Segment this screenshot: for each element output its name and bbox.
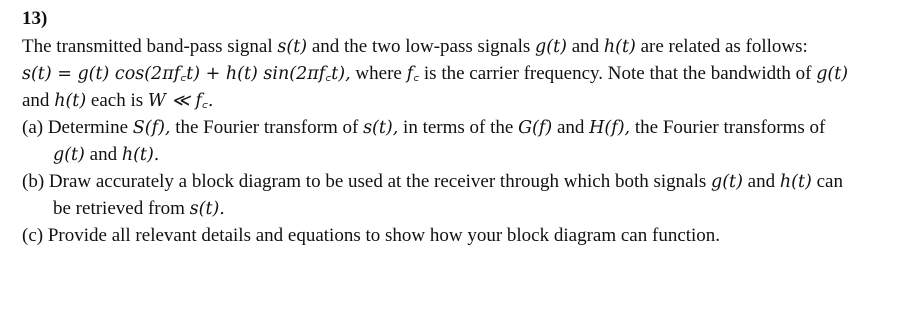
math-h-t: h(t). xyxy=(121,145,160,165)
text: (a) Determine xyxy=(22,117,133,138)
part-b-line-2 xyxy=(22,195,906,222)
text: the Fourier transform of xyxy=(170,117,364,138)
text: and xyxy=(566,36,604,57)
math-g-t: g(t) xyxy=(711,172,743,192)
part-a-line-2 xyxy=(22,141,906,168)
signal-equation: s(t) = g(t) cos(2πf꜀t) + h(t) sin(2πf꜀t), xyxy=(22,64,351,84)
text: and xyxy=(742,171,780,192)
math-fc: f꜀ xyxy=(406,64,420,84)
text: where xyxy=(350,63,407,84)
bandwidth-condition: W ≪ f꜀. xyxy=(147,91,214,111)
math-s-t: s(t), xyxy=(363,118,399,138)
text: each is xyxy=(86,90,148,111)
math-G-f: G(f) xyxy=(518,118,553,138)
text: be retrieved from xyxy=(53,198,190,219)
text: and xyxy=(552,117,590,138)
math-h-t: h(t) xyxy=(54,91,87,111)
text: the Fourier transforms of xyxy=(630,117,826,138)
math-s-t: s(t) xyxy=(277,37,308,57)
text: (b) Draw accurately a block diagram to be used at the receiver through which both signals xyxy=(22,171,712,192)
math-h-t: h(t) xyxy=(779,172,812,192)
part-c-line-1 xyxy=(22,222,906,249)
problem-text xyxy=(22,4,906,249)
question-number: 13) xyxy=(22,8,48,29)
text: (c) Provide all relevant details and equations to show how your block diagram can function. xyxy=(22,225,721,246)
text: in terms of the xyxy=(398,117,519,138)
math-S-f: S(f), xyxy=(132,118,171,138)
intro-line-1 xyxy=(22,33,906,60)
math-g-t: g(t) xyxy=(816,64,849,84)
math-g-t: g(t) xyxy=(535,37,567,57)
part-b-line-1 xyxy=(22,168,906,195)
text: The transmitted band-pass signal xyxy=(22,36,278,57)
intro-line-2 xyxy=(22,60,906,87)
text: can xyxy=(811,171,843,192)
text: are related as follows: xyxy=(635,36,808,57)
math-h-t: h(t) xyxy=(603,37,636,57)
math-g-t: g(t) xyxy=(53,145,85,165)
math-s-t: s(t). xyxy=(189,199,225,219)
intro-line-3 xyxy=(22,87,906,114)
text: and xyxy=(22,90,55,111)
text: and xyxy=(84,144,122,165)
math-H-f: H(f), xyxy=(589,118,631,138)
text: and the two low-pass signals xyxy=(307,36,536,57)
text: is the carrier frequency. Note that the bandwidth of xyxy=(419,63,817,84)
part-a-line-1 xyxy=(22,114,906,141)
